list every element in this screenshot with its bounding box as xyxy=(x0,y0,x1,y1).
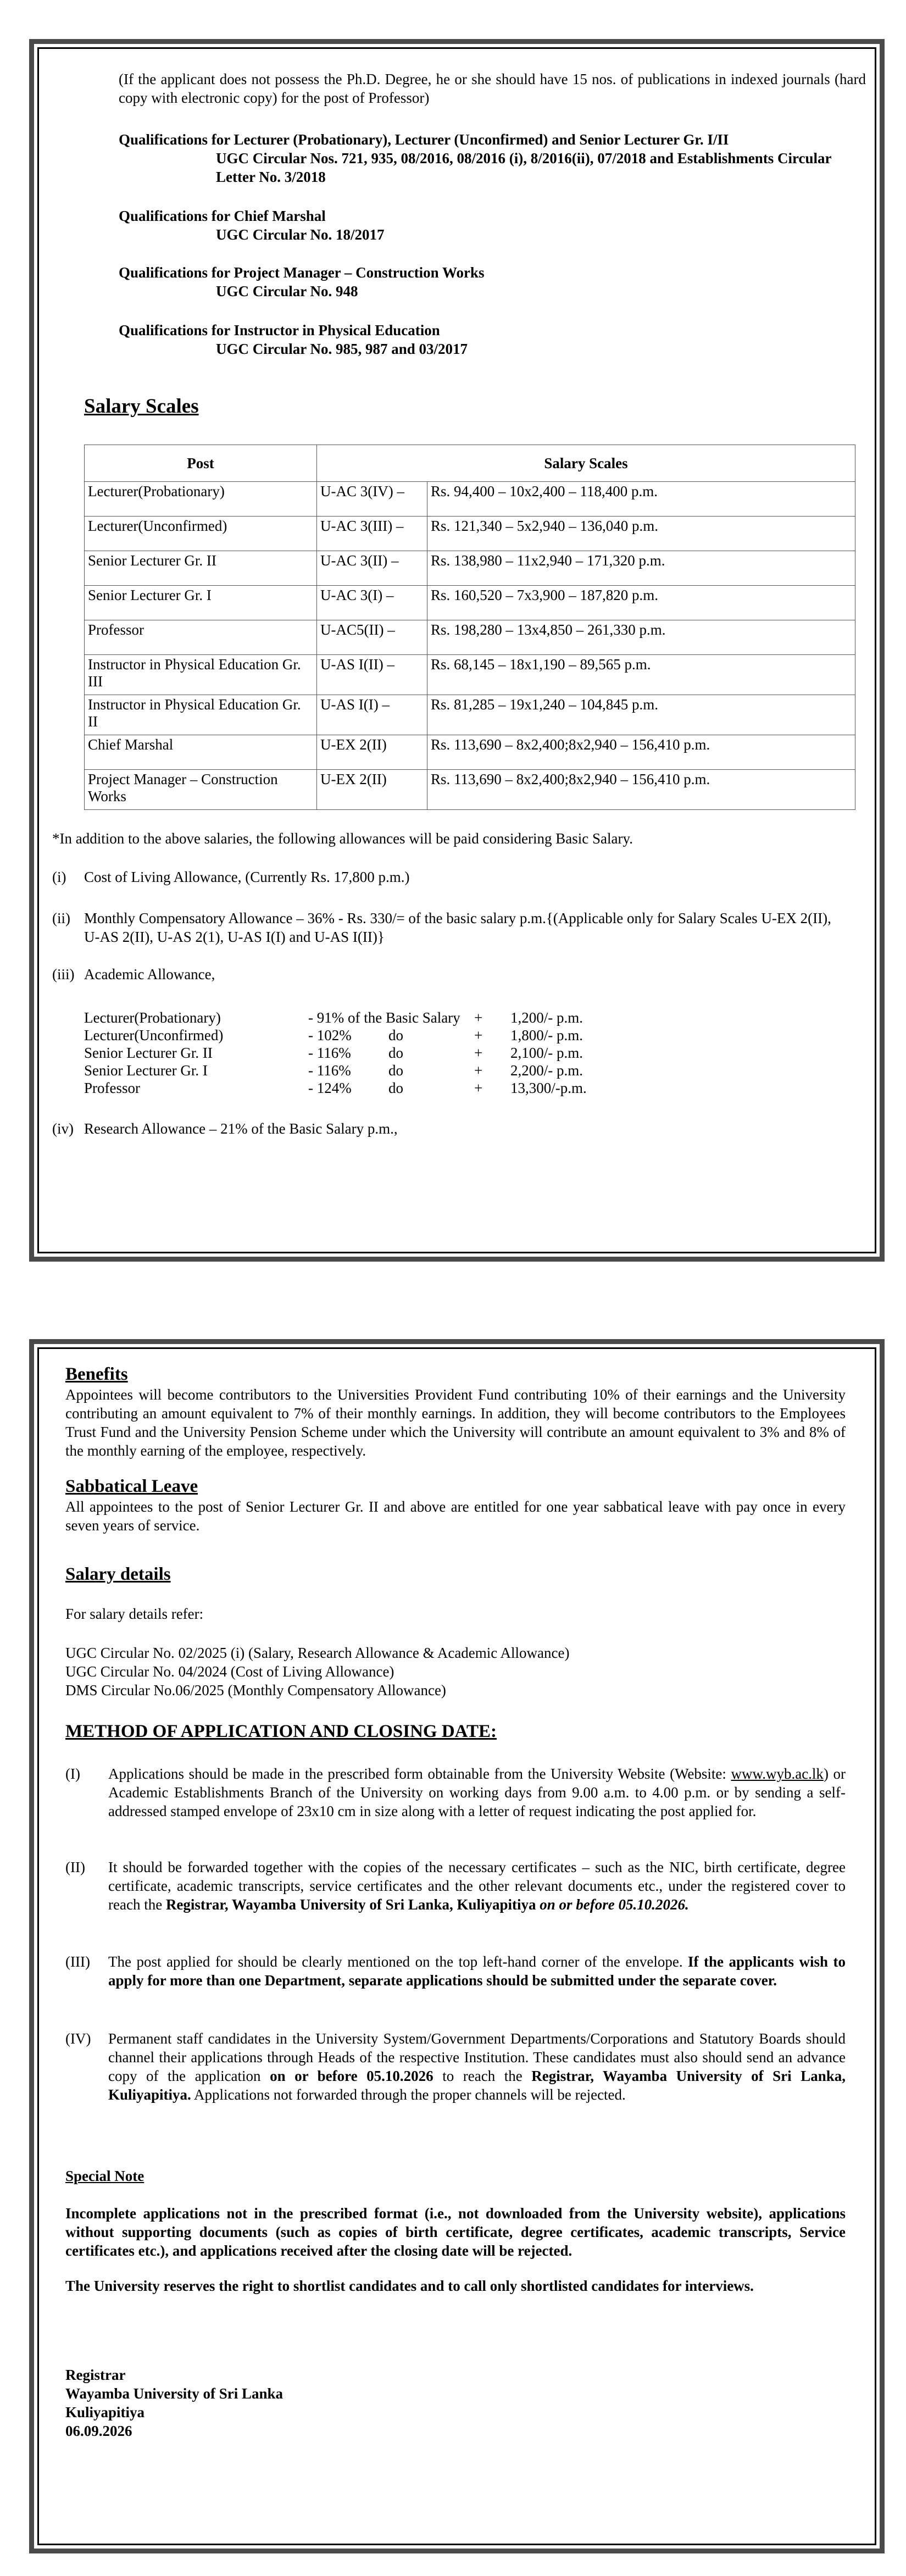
post-name: Senior Lecturer Gr. II xyxy=(84,1045,213,1061)
method-item xyxy=(65,1858,846,1935)
allowance-item xyxy=(52,1119,849,1141)
scale-cell: Rs. 198,280 – 13x4,850 – 261,330 p.m. xyxy=(427,620,855,655)
code-cell: U-EX 2(II) xyxy=(317,735,427,770)
item-text: Cost of Living Allowance, (Currently Rs. 17,800 p.m.) xyxy=(84,869,410,885)
post-name: Professor xyxy=(84,1080,140,1096)
text-part: ) or Academic Establishments Branch of the University on working days from 9.00 a.m. to 4.00 p.m. or by sending a self-addressed stamped envelope of 23x10 cm in size along with a letter of request indicating the post applied for. xyxy=(108,1766,846,1819)
item-text xyxy=(108,1952,846,1990)
item-number: (I) xyxy=(65,1766,80,1782)
percentage: - 91% of the Basic Salary xyxy=(308,1009,460,1026)
table-row xyxy=(85,482,855,517)
table-row xyxy=(85,770,855,810)
text-part: Applications should be made in the prescribed form obtainable from the University Website (Website: xyxy=(108,1766,731,1782)
ditto: do xyxy=(388,1062,403,1079)
signature-title: Registrar xyxy=(65,2367,126,2383)
text-part: It should be forwarded together with the copies of the necessary certificates – such as the NIC, birth certificate, degree certificate, academic transcripts, service certificates and the other relevant documents etc., under the registered cover to reach the xyxy=(108,1859,846,1913)
code-cell: U-AC 3(I) – xyxy=(317,586,427,620)
qualification-circular: UGC Circular No. 985, 987 and 03/2017 xyxy=(216,341,468,357)
post-cell: Senior Lecturer Gr. II xyxy=(85,551,317,586)
item-number: (III) xyxy=(65,1953,90,1970)
scale-cell: Rs. 94,400 – 10x2,400 – 118,400 p.m. xyxy=(427,482,855,517)
signature-date: 06.09.2026 xyxy=(65,2423,132,2439)
university-website-link[interactable]: www.wyb.ac.lk xyxy=(731,1766,824,1782)
amount: 2,200/- p.m. xyxy=(510,1062,583,1079)
scale-cell: Rs. 121,340 – 5x2,940 – 136,040 p.m. xyxy=(427,517,855,551)
qualification-circular: UGC Circular No. 18/2017 xyxy=(216,226,385,243)
plus-sign: + xyxy=(474,1080,483,1096)
code-cell: U-AC 3(II) – xyxy=(317,551,427,586)
method-item xyxy=(65,1764,846,1841)
qualification-title: Qualifications for Chief Marshal xyxy=(119,208,326,224)
item-text: Research Allowance – 21% of the Basic Salary p.m., xyxy=(84,1120,398,1137)
table-row xyxy=(85,655,855,695)
special-note-text: Incomplete applications not in the prescribed format (i.e., not downloaded from the University website), applications without supporting documents (such as copies of birth certificate, degree certificates, academic transcripts, Service certificates etc.), and applications received after the closing date will be rejected. xyxy=(65,2205,846,2259)
code-cell: U-EX 2(II) xyxy=(317,770,427,810)
circular-reference: UGC Circular No. 02/2025 (i) (Salary, Research Allowance & Academic Allowance) xyxy=(65,1645,570,1661)
amount: 1,200/- p.m. xyxy=(510,1009,583,1026)
qualification-title: Qualifications for Instructor in Physical Education xyxy=(119,322,440,338)
document-page-1 xyxy=(37,47,876,1253)
benefits-text: Appointees will become contributors to the Universities Provident Fund contributing 10% of their earnings and the University contributing an amount equivalent to 7% of their monthly earnings. In addition, they will become contributors to the Employees Trust Fund and the University Pension Scheme under which the University will contribute an amount equivalent to 3% and 8% of the monthly earning of the employee, respectively. xyxy=(65,1386,846,1459)
scale-cell: Rs. 160,520 – 7x3,900 – 187,820 p.m. xyxy=(427,586,855,620)
text-part: The post applied for should be clearly mentioned on the top left-hand corner of the envelope. xyxy=(108,1953,688,1970)
salary-scales-table xyxy=(84,445,855,810)
text-part: to reach the xyxy=(433,2068,532,2084)
plus-sign: + xyxy=(474,1062,483,1079)
signature-location: Kuliyapitiya xyxy=(65,2404,145,2420)
allowance-item xyxy=(52,965,849,987)
allowances-intro: *In addition to the above salaries, the following allowances will be paid considering Basic Salary. xyxy=(52,830,633,847)
list-item xyxy=(84,1079,688,1097)
plus-sign: + xyxy=(474,1009,483,1026)
item-number: (IV) xyxy=(65,2030,91,2047)
percentage: - 116% xyxy=(308,1062,351,1079)
signature-university: Wayamba University of Sri Lanka xyxy=(65,2385,284,2402)
registrar-address: Registrar, Wayamba University of Sri Lanka, Kuliyapitiya. xyxy=(108,2068,846,2103)
registrar-address: Registrar, Wayamba University of Sri Lanka, Kuliyapitiya xyxy=(165,1896,536,1913)
list-item xyxy=(84,1026,688,1045)
scale-cell: Rs. 138,980 – 11x2,940 – 171,320 p.m. xyxy=(427,551,855,586)
sabbatical-heading: Sabbatical Leave xyxy=(65,1476,198,1496)
code-cell: U-AC 3(IV) – xyxy=(317,482,427,517)
item-text: Monthly Compensatory Allowance – 36% - Rs. 330/= of the basic salary p.m.{(Applicable only for Salary Scales U-EX 2(II), U-AS 2(II), U-AS 2(1), U-AS I(I) and U-AS I(II)} xyxy=(84,910,831,945)
ditto: do xyxy=(388,1045,403,1061)
qualification-circular: UGC Circular Nos. 721, 935, 08/2016, 08/2016 (i), 8/2016(ii), 07/2018 and Establishments Circular Letter No. 3/2018 xyxy=(216,150,832,185)
table-row xyxy=(85,695,855,735)
item-number: (ii) xyxy=(52,910,70,926)
amount: 13,300/-p.m. xyxy=(510,1080,587,1096)
allowance-item xyxy=(52,868,849,890)
table-row xyxy=(85,620,855,655)
method-item xyxy=(65,1952,846,2013)
list-item xyxy=(84,1008,688,1027)
salary-refer-text: For salary details refer: xyxy=(65,1606,204,1622)
closing-date: on or before 05.10.2026. xyxy=(540,1896,689,1913)
plus-sign: + xyxy=(474,1027,483,1043)
salary-details-heading: Salary details xyxy=(65,1564,171,1584)
phd-note: (If the applicant does not possess the Ph.D. Degree, he or she should have 15 nos. of publications in indexed journals (hard copy with electronic copy) for the post of Professor) xyxy=(119,71,866,106)
code-cell: U-AC 3(III) – xyxy=(317,517,427,551)
post-name: Lecturer(Unconfirmed) xyxy=(84,1027,224,1043)
method-heading: METHOD OF APPLICATION AND CLOSING DATE: xyxy=(65,1722,497,1741)
percentage: - 116% xyxy=(308,1045,351,1061)
shortlist-note: The University reserves the right to shortlist candidates and to call only shortlisted candidates for interviews. xyxy=(65,2278,754,2294)
table-header-scales: Salary Scales xyxy=(317,445,855,482)
item-text xyxy=(108,1858,846,1914)
method-item xyxy=(65,2029,846,2128)
ditto: do xyxy=(388,1027,403,1043)
item-text: Academic Allowance, xyxy=(84,966,215,982)
item-number: (i) xyxy=(52,869,66,885)
item-text xyxy=(108,2029,846,2104)
post-cell: Lecturer(Probationary) xyxy=(85,482,317,517)
ditto: do xyxy=(388,1080,403,1096)
code-cell: U-AS I(I) – xyxy=(317,695,427,735)
table-row xyxy=(85,517,855,551)
code-cell: U-AS I(II) – xyxy=(317,655,427,695)
sabbatical-text: All appointees to the post of Senior Lecturer Gr. II and above are entitled for one year sabbatical leave with pay once in every seven years of service. xyxy=(65,1498,846,1534)
item-number: (II) xyxy=(65,1859,85,1875)
post-name: Senior Lecturer Gr. I xyxy=(84,1062,208,1079)
post-cell: Chief Marshal xyxy=(85,735,317,770)
post-cell: Professor xyxy=(85,620,317,655)
benefits-heading: Benefits xyxy=(65,1364,128,1384)
percentage: - 102% xyxy=(308,1027,352,1043)
post-cell: Project Manager – Construction Works xyxy=(85,770,317,810)
plus-sign: + xyxy=(474,1045,483,1061)
scale-cell: Rs. 68,145 – 18x1,190 – 89,565 p.m. xyxy=(427,655,855,695)
table-header-post: Post xyxy=(85,445,317,482)
post-cell: Instructor in Physical Education Gr. II xyxy=(85,695,317,735)
post-cell: Lecturer(Unconfirmed) xyxy=(85,517,317,551)
amount: 1,800/- p.m. xyxy=(510,1027,583,1043)
qualification-title: Qualifications for Lecturer (Probationary), Lecturer (Unconfirmed) and Senior Lecturer Gr. I/II xyxy=(119,131,729,148)
list-item xyxy=(84,1043,688,1062)
special-note-heading: Special Note xyxy=(65,2168,144,2184)
separate-application-note: If the applicants wish to apply for more than one Department, separate applications should be submitted under the separate cover. xyxy=(108,1953,846,1989)
amount: 2,100/- p.m. xyxy=(510,1045,583,1061)
text-part: Applications not forwarded through the proper channels will be rejected. xyxy=(191,2086,626,2103)
percentage: - 124% xyxy=(308,1080,352,1096)
qualification-circular: UGC Circular No. 948 xyxy=(216,283,358,299)
salary-scales-heading: Salary Scales xyxy=(84,395,199,418)
circular-reference: UGC Circular No. 04/2024 (Cost of Living Allowance) xyxy=(65,1663,394,1680)
post-cell: Instructor in Physical Education Gr. III xyxy=(85,655,317,695)
item-number: (iii) xyxy=(52,966,75,982)
table-row xyxy=(85,586,855,620)
post-cell: Senior Lecturer Gr. I xyxy=(85,586,317,620)
allowance-item xyxy=(52,909,849,947)
text-part: Permanent staff candidates in the University System/Government Departments/Corporations and Statutory Boards should channel their applications through Heads of the respective Institution. These candidates must also should send an advance copy of the application xyxy=(108,2030,846,2084)
item-number: (iv) xyxy=(52,1120,74,1137)
post-name: Lecturer(Probationary) xyxy=(84,1009,221,1026)
closing-date: on or before 05.10.2026 xyxy=(270,2068,433,2084)
table-row xyxy=(85,551,855,586)
scale-cell: Rs. 113,690 – 8x2,400;8x2,940 – 156,410 p.m. xyxy=(427,770,855,810)
code-cell: U-AC5(II) – xyxy=(317,620,427,655)
circular-reference: DMS Circular No.06/2025 (Monthly Compensatory Allowance) xyxy=(65,1682,446,1698)
qualification-title: Qualifications for Project Manager – Construction Works xyxy=(119,264,485,281)
scale-cell: Rs. 113,690 – 8x2,400;8x2,940 – 156,410 p.m. xyxy=(427,735,855,770)
list-item xyxy=(84,1061,688,1080)
scale-cell: Rs. 81,285 – 19x1,240 – 104,845 p.m. xyxy=(427,695,855,735)
document-page-2 xyxy=(37,1347,876,2545)
table-row xyxy=(85,735,855,770)
item-text xyxy=(108,1764,846,1820)
